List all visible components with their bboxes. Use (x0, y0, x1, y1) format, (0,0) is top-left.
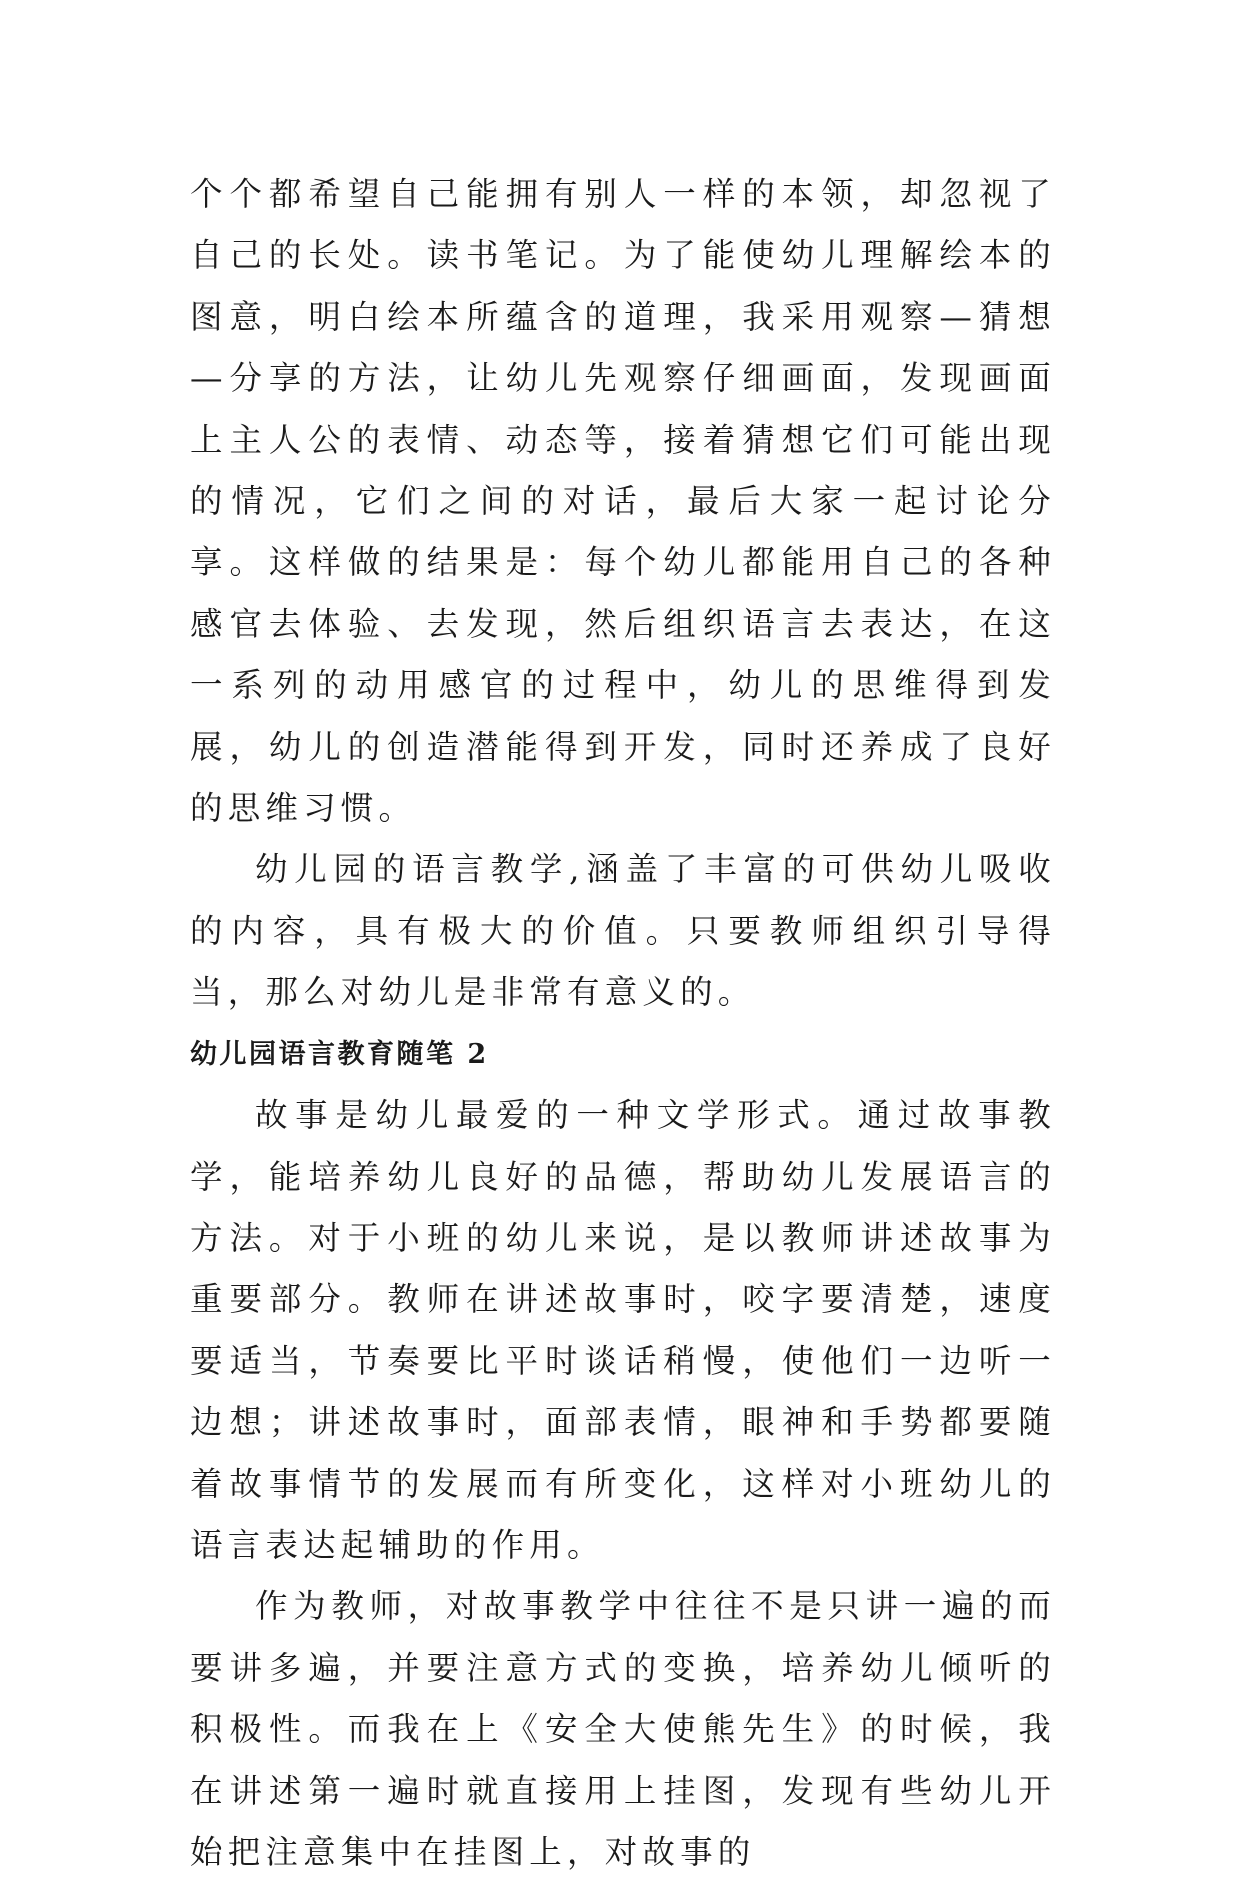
paragraph-story-teaching: 故事是幼儿最爱的一种文学形式。通过故事教学，能培养幼儿良好的品德，帮助幼儿发展语言的方法。对于小班的幼儿来说，是以教师讲述故事为重要部分。教师在讲述故事时，咬字要清楚，速度要适当，节奏要比平时谈话稍慢，使他们一边听一边想；讲述故事时，面部表情，眼神和手势都要随着故事情节的发展而有所变化，这样对小班幼儿的语言表达起辅助的作用。 (190, 1096, 1056, 1564)
paragraph-continuation: 个个都希望自己能拥有别人一样的本领，却忽视了自己的长处。读书笔记。为了能使幼儿理解绘本的图意，明白绘本所蕴含的道理，我采用观察—猜想—分享的方法，让幼儿先观察仔细画面，发现画面上主人公的表情、动态等，接着猜想它们可能出现的情况，它们之间的对话，最后大家一起讨论分享。这样做的结果是：每个幼儿都能用自己的各种感官去体验、去发现，然后组织语言去表达，在这一系列的动用感官的过程中，幼儿的思维得到发展，幼儿的创造潜能得到开发，同时还养成了良好的思维习惯。 (190, 175, 1056, 828)
paragraph-teacher-method: 作为教师，对故事教学中往往不是只讲一遍的而要讲多遍，并要注意方式的变换，培养幼儿倾听的积极性。而我在上《安全大使熊先生》的时候，我在讲述第一遍时就直接用上挂图，发现有些幼儿开始把注意集中在挂图上，对故事的 (190, 1587, 1056, 1871)
paragraph-language-teaching: 幼儿园的语言教学,涵盖了丰富的可供幼儿吸收的内容，具有极大的价值。只要教师组织引导得当，那么对幼儿是非常有意义的。 (190, 850, 1056, 1012)
section-heading: 幼儿园语言教育随笔 2 (190, 1038, 489, 1070)
document-body (190, 164, 1056, 1883)
